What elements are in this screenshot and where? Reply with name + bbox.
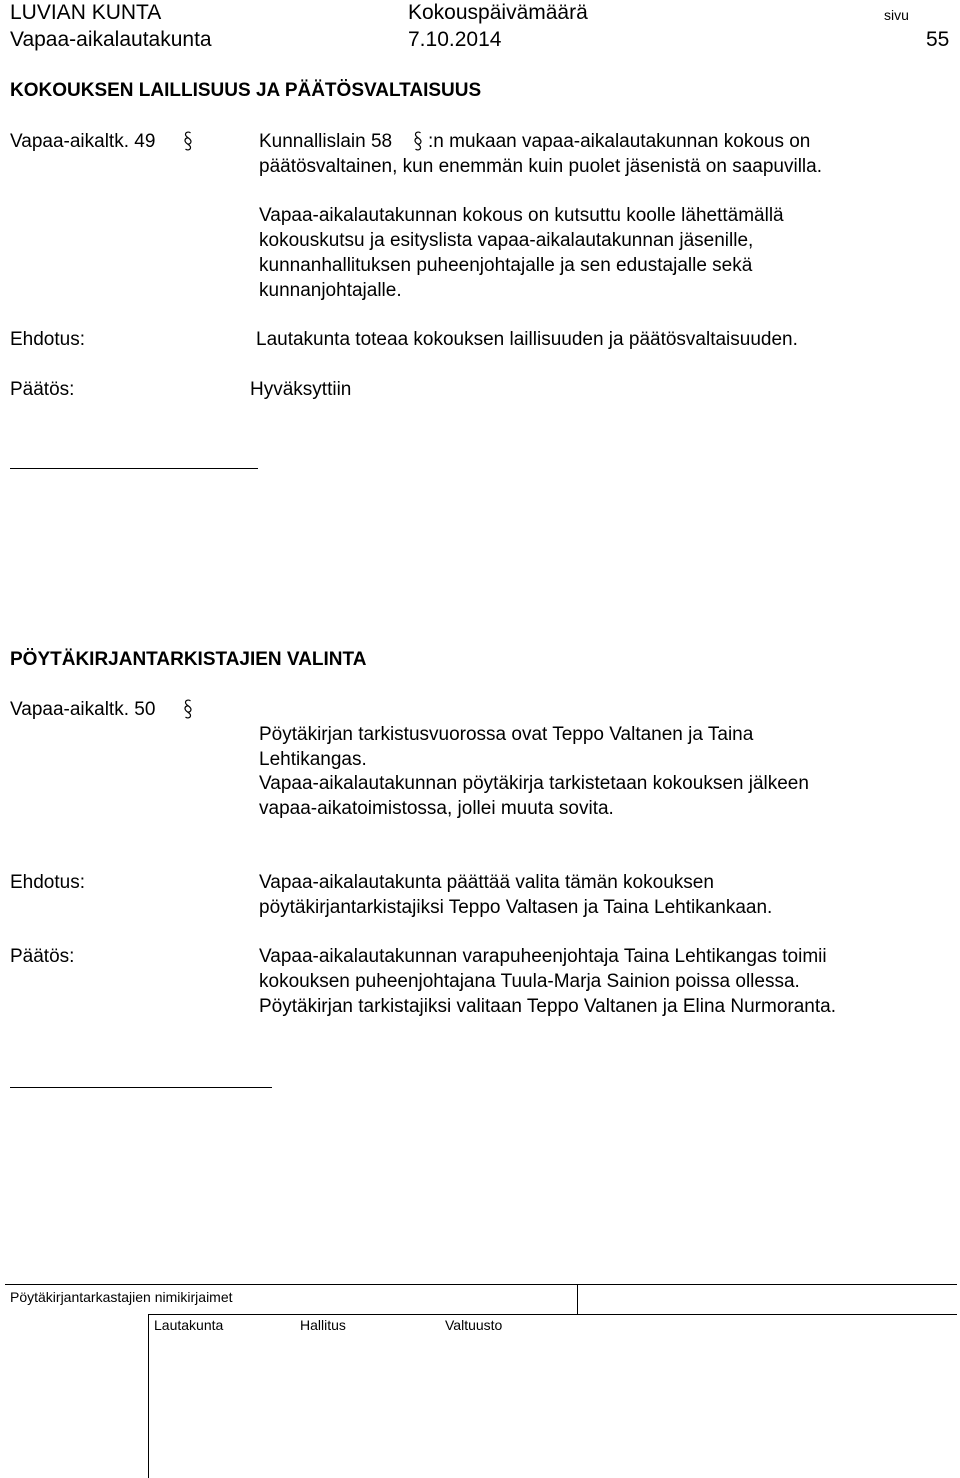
section-sign-icon [182, 698, 194, 720]
committee-name: Vapaa-aikalautakunta [10, 28, 212, 51]
page-number: 55 [926, 28, 950, 51]
proposal-label: Ehdotus: [10, 329, 85, 350]
org-name: LUVIAN KUNTA [10, 1, 162, 24]
decision-text: Hyväksyttiin [250, 379, 352, 400]
section-sign-icon [412, 130, 424, 152]
proposal-text: Lautakunta toteaa kokouksen laillisuuden ja päätösvaltaisuuden. [256, 329, 798, 350]
date-label: Kokouspäivämäärä [408, 1, 588, 24]
body-text: Pöytäkirjan tarkistusvuorossa ovat Teppo Valtanen ja Taina [259, 724, 754, 745]
legal-basis-text: päätösvaltainen, kun enemmän kuin puolet jäsenistä on saapuvilla. [259, 156, 822, 177]
section-title: PÖYTÄKIRJANTARKISTAJIEN VALINTA [10, 649, 367, 670]
body-text: vapaa-aikatoimistossa, jollei muuta sovita. [259, 798, 614, 819]
footer-top-rule [5, 1284, 957, 1285]
proposal-text: pöytäkirjantarkistajiksi Teppo Valtasen ja Taina Lehtikankaan. [259, 897, 773, 918]
excerpt-column-lautakunta: Lautakunta [154, 1317, 224, 1333]
decision-text: Pöytäkirjan tarkistajiksi valitaan Teppo Valtanen ja Elina Nurmoranta. [259, 996, 836, 1017]
proposal-label: Ehdotus: [10, 872, 85, 893]
signatures-label: Pöytäkirjantarkastajien nimikirjaimet [10, 1289, 233, 1305]
item-reference: Vapaa-aikaltk. 49 [10, 131, 156, 152]
body-text: kunnanjohtajalle. [259, 280, 402, 301]
decision-label: Päätös: [10, 379, 75, 400]
body-text: Vapaa-aikalautakunnan pöytäkirja tarkistetaan kokouksen jälkeen [259, 773, 809, 794]
body-text: kokouskutsu ja esityslista vapaa-aikalautakunnan jäsenille, [259, 230, 754, 251]
section-sign-icon [182, 130, 194, 152]
decision-text: Vapaa-aikalautakunnan varapuheenjohtaja Taina Lehtikangas toimii [259, 946, 827, 967]
item-reference: Vapaa-aikaltk. 50 [10, 699, 156, 720]
legal-basis-text: :n mukaan vapaa-aikalautakunnan kokous on [428, 131, 811, 152]
body-text: Lehtikangas. [259, 749, 367, 770]
excerpt-column-hallitus: Hallitus [300, 1317, 346, 1333]
section-divider [10, 1087, 272, 1088]
page-label: sivu [884, 7, 909, 23]
decision-label: Päätös: [10, 946, 75, 967]
excerpt-column-valtuusto: Valtuusto [445, 1317, 503, 1333]
body-text: Vapaa-aikalautakunnan kokous on kutsuttu koolle lähettämällä [259, 205, 784, 226]
section-title: KOKOUKSEN LAILLISUUS JA PÄÄTÖSVALTAISUUS [10, 80, 482, 101]
section-divider [10, 468, 258, 469]
proposal-text: Vapaa-aikalautakunta päättää valita tämän kokouksen [259, 872, 714, 893]
legal-basis-text: Kunnallislain 58 [259, 131, 393, 152]
footer-left-border [148, 1314, 149, 1478]
meeting-date: 7.10.2014 [408, 28, 502, 51]
footer-column-divider [577, 1284, 578, 1314]
body-text: kunnanhallituksen puheenjohtajalle ja sen edustajalle sekä [259, 255, 753, 276]
footer-mid-rule [148, 1314, 957, 1315]
decision-text: kokouksen puheenjohtajana Tuula-Marja Sainion poissa ollessa. [259, 971, 800, 992]
